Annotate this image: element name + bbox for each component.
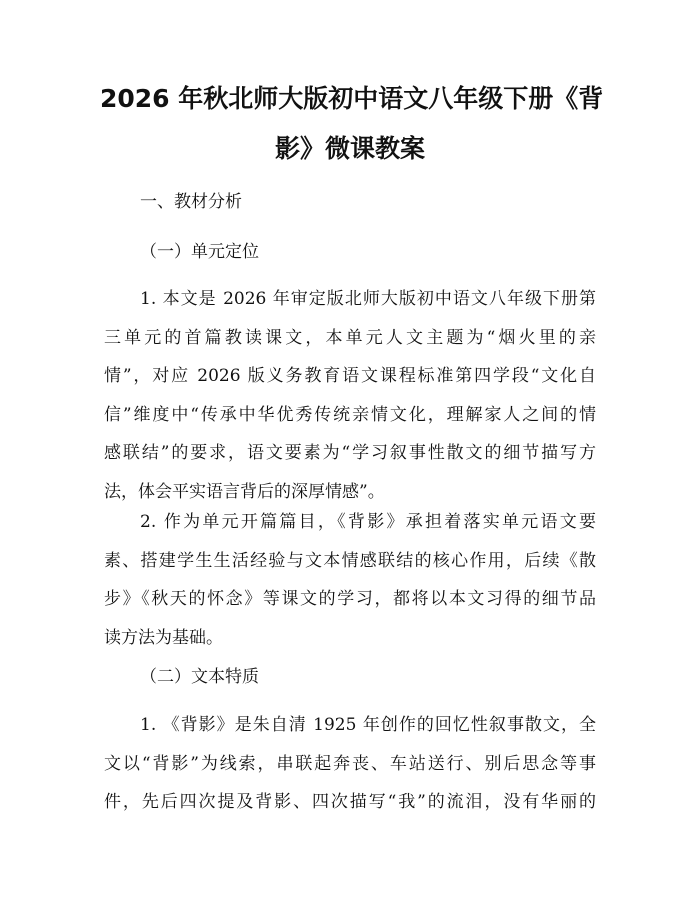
- paragraph-line: 三单元的首篇教读课文，本单元人文主题为“烟火里的亲: [104, 327, 596, 348]
- paragraph-text-features-1: [104, 706, 596, 822]
- paragraph-line: 文以“背影”为线索，串联起奔丧、车站送行、别后思念等事: [104, 753, 596, 774]
- paragraph-line: 2. 作为单元开篇篇目，《背影》承担着落实单元语文要: [140, 512, 596, 532]
- paragraph-line: 1. 本文是 2026 年审定版北师大版初中语文八年级下册第: [140, 289, 596, 309]
- paragraph-line: 情”，对应 2026 版义务教育语文课程标准第四学段“文化自: [104, 366, 596, 387]
- subsection-heading-text-features: （二）文本特质: [140, 667, 259, 687]
- paragraph-line: 法，体会平实语言背后的深厚情感”。: [104, 481, 385, 502]
- paragraph-line: 步》《秋天的怀念》等课文的学习，都将以本文习得的细节品: [104, 589, 596, 610]
- section-heading-textbook-analysis: 一、教材分析: [140, 192, 242, 212]
- paragraph-line: 素、搭建学生生活经验与文本情感联结的核心作用，后续《散: [104, 550, 596, 571]
- title-line-2: 影》微课教案: [274, 134, 425, 163]
- document-title: [100, 74, 604, 174]
- title-line-1: 2026 年秋北师大版初中语文八年级下册《背: [100, 84, 604, 113]
- paragraph-line: 读方法为基础。: [104, 627, 223, 648]
- paragraph-unit-positioning-1: [104, 280, 596, 512]
- paragraph-unit-positioning-2: [104, 503, 596, 657]
- paragraph-line: 感联结”的要求，语文要素为“学习叙事性散文的细节描写方: [104, 443, 596, 464]
- paragraph-line: 1. 《背影》是朱自清 1925 年创作的回忆性叙事散文，全: [140, 715, 596, 735]
- paragraph-line: 件，先后四次提及背影、四次描写“我”的流泪，没有华丽的: [104, 792, 596, 813]
- paragraph-line: 信”维度中“传承中华优秀传统亲情文化，理解家人之间的情: [104, 404, 596, 425]
- subsection-heading-unit-positioning: （一）单元定位: [140, 242, 259, 262]
